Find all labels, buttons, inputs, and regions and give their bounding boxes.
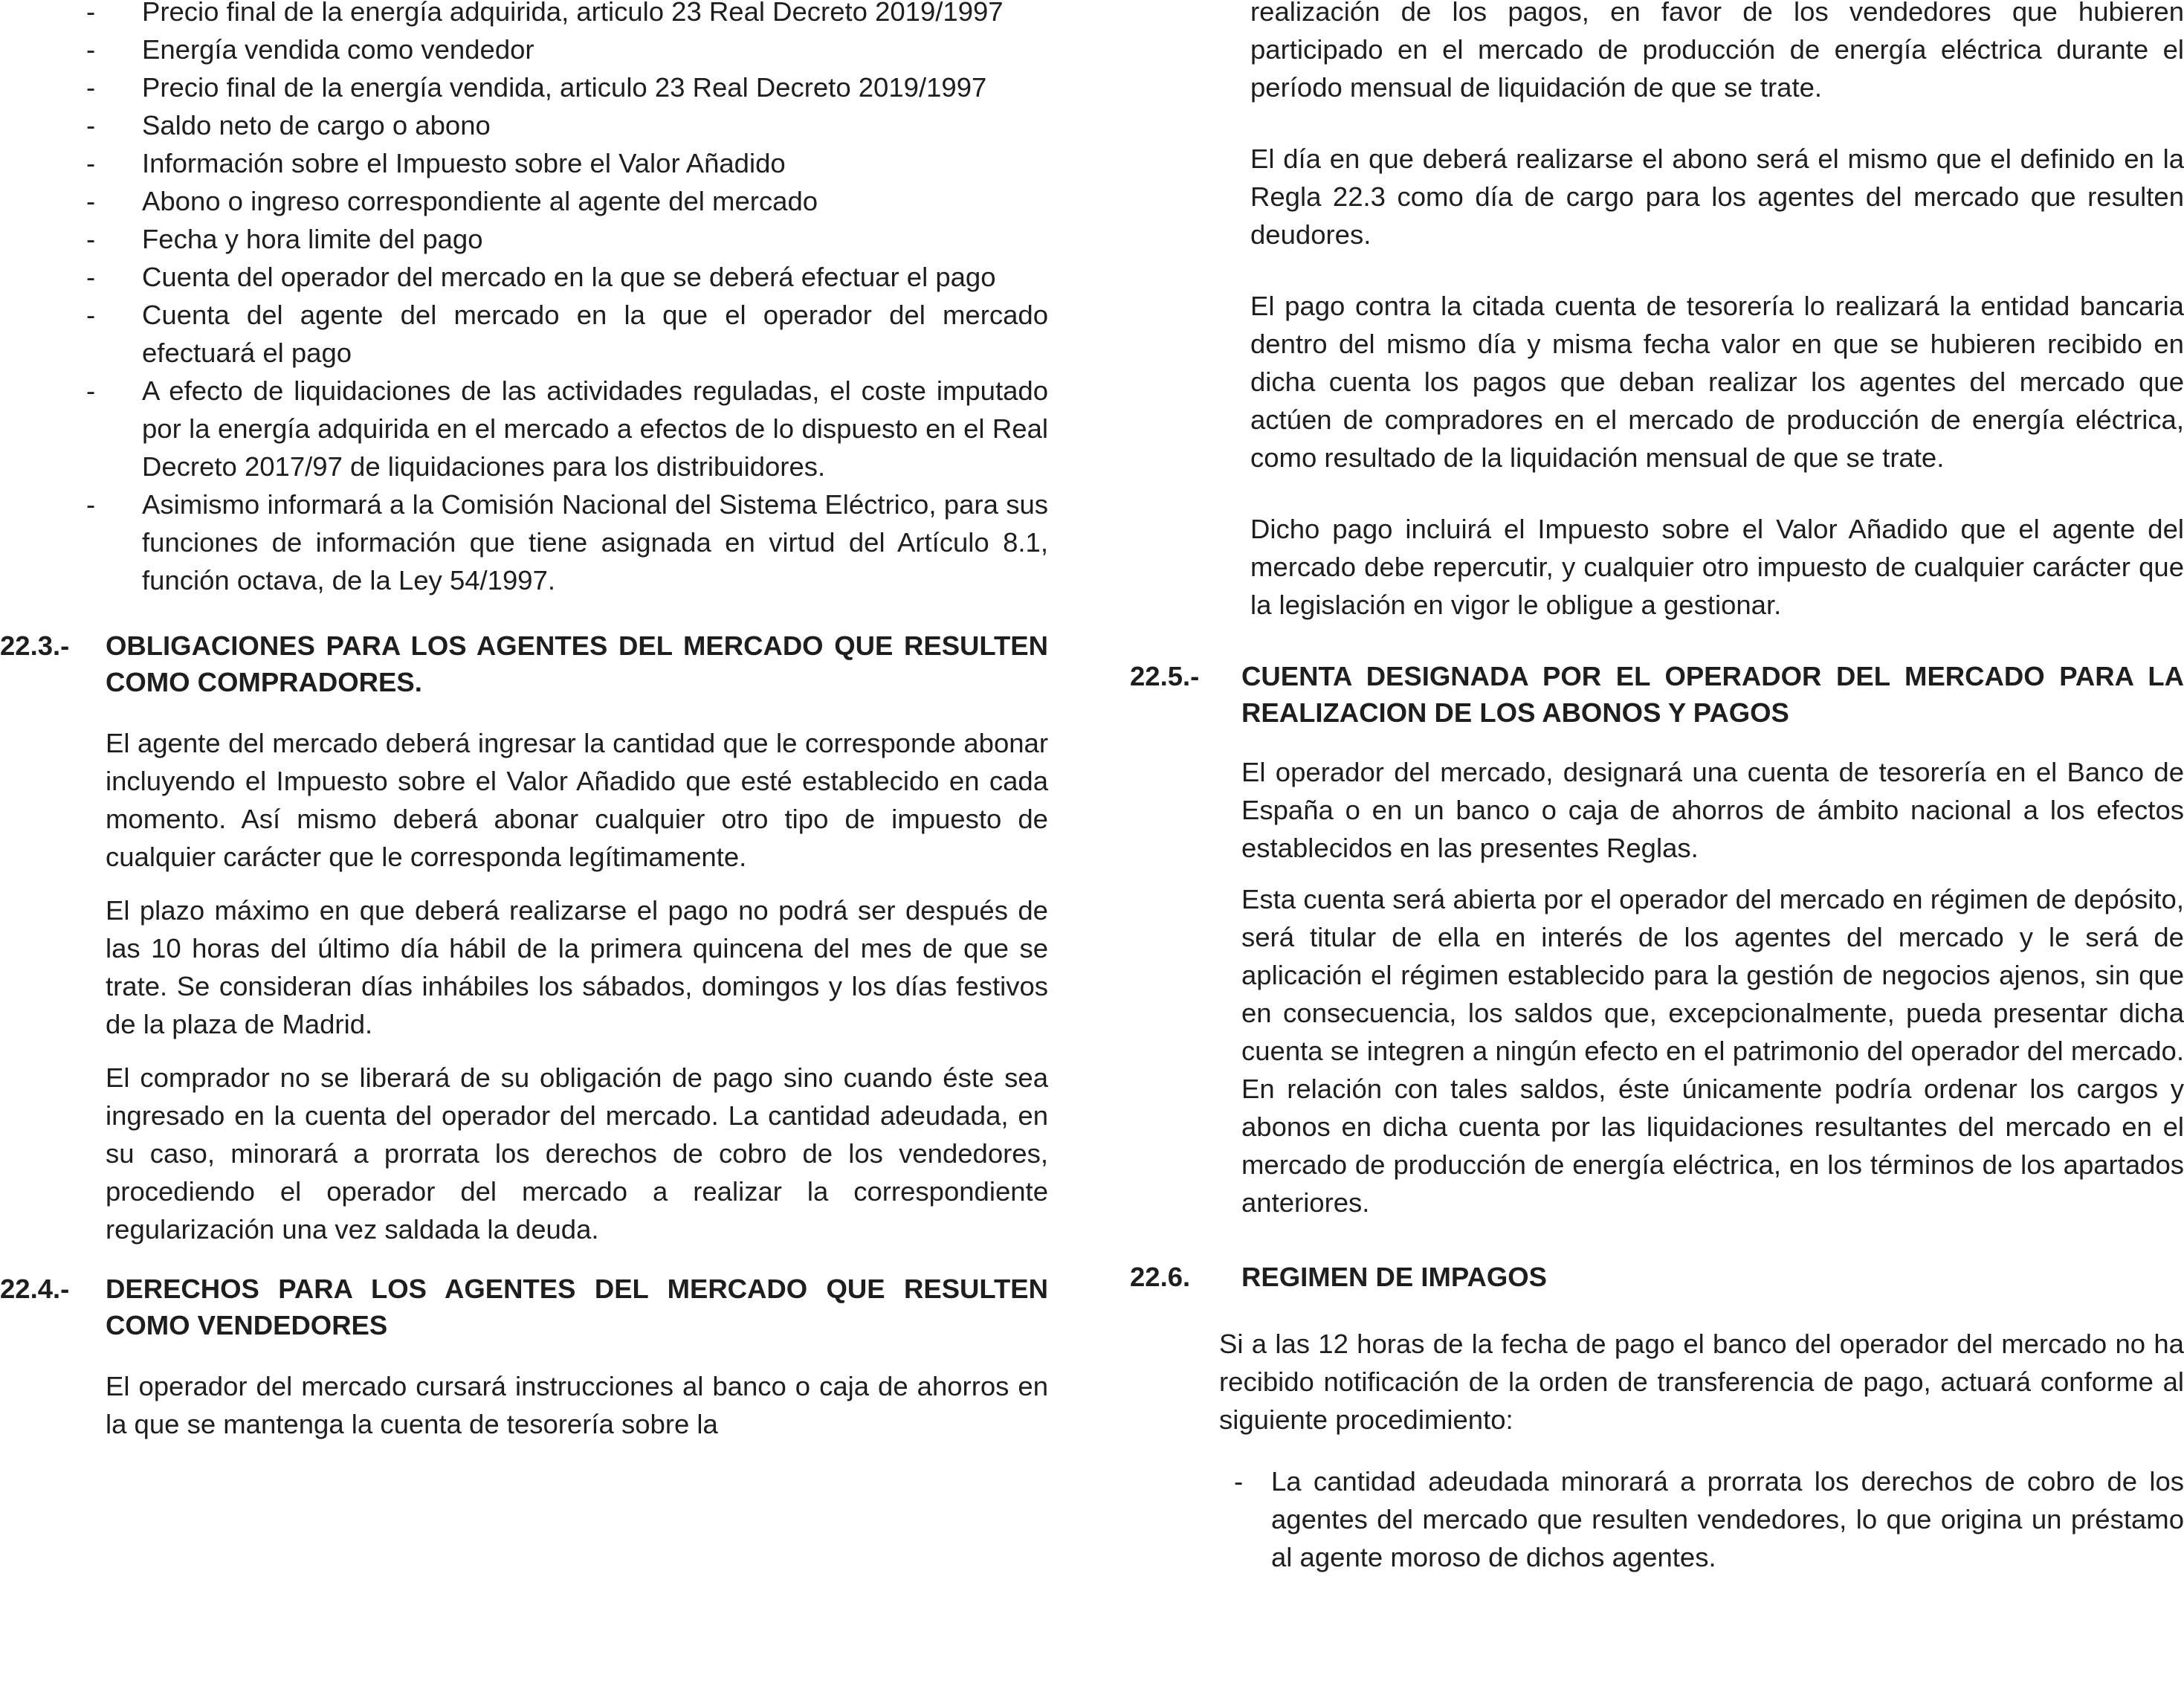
paragraph: El pago contra la citada cuenta de tesorería lo realizará la entidad bancaria dentro del mismo día y misma fecha valor en que se hubieren recibido en dicha cuenta los pagos que deban realizar los agentes del mercado que actúen de compradores en el mercado de producción de energía eléctrica, como resultado de la liquidación mensual de que se trate. (1250, 291, 2184, 473)
impagos-list (1219, 1462, 2184, 1576)
paragraph: Dicho pago incluirá el Impuesto sobre el Valor Añadido que el agente del mercado debe repercutir, y cualquier otro impuesto de cualquier carácter que la legislación en vigor le obligue a gestionar. (1250, 514, 2184, 620)
dash-bullet: - (86, 148, 96, 178)
section-heading-22-3 (0, 627, 1048, 700)
list-item: - Precio final de la energía adquirida, articulo 23 Real Decreto 2019/1997 (0, 0, 1048, 30)
paragraph: Esta cuenta será abierta por el operador del mercado en régimen de depósito, será titular de ella en interés de los agentes del mercado y le será de aplicación el régimen establecido para la gestión de negocios ajenos, sin que en consecuencia, los saldos que, excepcionalmente, pueda presentar dicha cuenta se integren a ningún efecto en el patrimonio del operador del mercado. En relación con tales saldos, éste únicamente podría ordenar los cargos y abonos en dicha cuenta por las liquidaciones resultantes del mercado en el mercado de producción de energía eléctrica, en los términos de los apartados anteriores. (1241, 884, 2184, 1218)
right-column (1130, 0, 2184, 1576)
list-item: - Saldo neto de cargo o abono (0, 106, 1048, 144)
dash-bullet: - (86, 186, 96, 216)
paragraph: El comprador no se liberará de su obligación de pago sino cuando éste sea ingresado en la cuenta del operador del mercado. La cantidad adeudada, en su caso, minorará a prorrata los derechos de cobro de los vendedores, procediendo el operador del mercado a realizar la correspondiente regularización una vez saldada la deuda. (106, 1062, 1048, 1245)
list-item: - A efecto de liquidaciones de las actividades reguladas, el coste imputado por la energía adquirida en el mercado a efectos de lo dispuesto en el Real Decreto 2017/97 de liquidaciones para los distribuidores. (0, 372, 1048, 485)
list-item: - Cuenta del operador del mercado en la que se deberá efectuar el pago (0, 258, 1048, 296)
paragraph: El operador del mercado, designará una cuenta de tesorería en el Banco de España o en un banco o caja de ahorros de ámbito nacional a los efectos establecidos en las presentes Reglas. (1241, 757, 2184, 863)
section-title: OBLIGACIONES PARA LOS AGENTES DEL MERCADO QUE RESULTEN COMO COMPRADORES. (106, 630, 1048, 697)
dash-bullet: - (86, 300, 96, 330)
dash-bullet: - (86, 0, 96, 27)
section-number: 22.4.- (0, 1274, 70, 1304)
paragraph: realización de los pagos, en favor de los vendedores que hubieren participado en el mercado de producción de energía eléctrica durante el período mensual de liquidación de que se trate. (1250, 0, 2184, 103)
list-item: - La cantidad adeudada minorará a prorrata los derechos de cobro de los agentes del mercado que resulten vendedores, lo que origina un préstamo al agente moroso de dichos agentes. (1219, 1462, 2184, 1576)
section-title: DERECHOS PARA LOS AGENTES DEL MERCADO QUE RESULTEN COMO VENDEDORES (106, 1274, 1048, 1340)
section-heading-22-5 (1130, 658, 2184, 731)
payment-info-list (0, 0, 1048, 599)
list-item: - Asimismo informará a la Comisión Nacional del Sistema Eléctrico, para sus funciones de información que tiene asignada en virtud del Artículo 8.1, función octava, de la Ley 54/1997. (0, 485, 1048, 599)
dash-bullet: - (86, 34, 96, 65)
left-column (0, 0, 1048, 1443)
list-item: - Precio final de la energía vendida, articulo 23 Real Decreto 2019/1997 (0, 68, 1048, 106)
list-item: - Cuenta del agente del mercado en la que el operador del mercado efectuará el pago (0, 296, 1048, 372)
dash-bullet: - (86, 375, 96, 406)
list-item: - Energía vendida como vendedor (0, 30, 1048, 68)
dash-bullet: - (86, 224, 96, 254)
paragraph: Si a las 12 horas de la fecha de pago el banco del operador del mercado no ha recibido notificación de la orden de transferencia de pago, actuará conforme al siguiente procedimiento: (1219, 1329, 2184, 1435)
dash-bullet: - (86, 110, 96, 141)
paragraph: El día en que deberá realizarse el abono será el mismo que el definido en la Regla 22.3 como día de cargo para los agentes del mercado que resulten deudores. (1250, 143, 2184, 250)
section-number: 22.6. (1130, 1262, 1191, 1292)
dash-bullet: - (86, 262, 96, 292)
section-number: 22.3.- (0, 630, 70, 661)
paragraph: El plazo máximo en que deberá realizarse el pago no podrá ser después de las 10 horas del último día hábil de la primera quincena del mes de que se trate. Se consideran días inhábiles los sábados, domingos y los días festivos de la plaza de Madrid. (106, 895, 1048, 1039)
dash-bullet: - (1234, 1466, 1244, 1497)
dash-bullet: - (86, 489, 96, 520)
section-heading-22-6 (1130, 1259, 2184, 1295)
paragraph: El agente del mercado deberá ingresar la cantidad que le corresponde abonar incluyendo el Impuesto sobre el Valor Añadido que esté establecido en cada momento. Así mismo deberá abonar cualquier otro tipo de impuesto de cualquier carácter que le corresponda legítimamente. (106, 728, 1048, 872)
list-item: - Información sobre el Impuesto sobre el Valor Añadido (0, 144, 1048, 182)
section-title: REGIMEN DE IMPAGOS (1241, 1262, 1547, 1292)
section-heading-22-4 (0, 1271, 1048, 1343)
section-number: 22.5.- (1130, 661, 1200, 691)
section-title: CUENTA DESIGNADA POR EL OPERADOR DEL MERCADO PARA LA REALIZACION DE LOS ABONOS Y PAGOS (1241, 661, 2184, 728)
dash-bullet: - (86, 72, 96, 103)
list-item: - Abono o ingreso correspondiente al agente del mercado (0, 182, 1048, 220)
list-item: - Fecha y hora limite del pago (0, 220, 1048, 258)
paragraph: El operador del mercado cursará instrucciones al banco o caja de ahorros en la que se mantenga la cuenta de tesorería sobre la (106, 1371, 1048, 1439)
